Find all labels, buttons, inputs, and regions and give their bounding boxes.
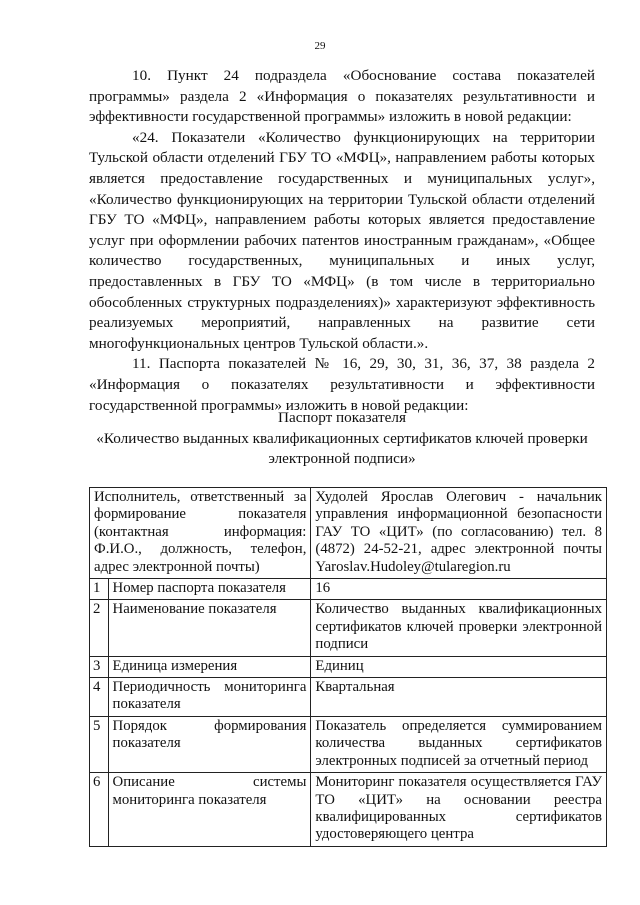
paragraph-point-24: «24. Показатели «Количество функционирующих на территории Тульской области отделений ГБУ ТО «МФЦ», направлением работы которых является предоставление государственных и муниципальных услуг», «Количество функционирующих на территории Тульской области отделений ГБУ ТО «МФЦ», направлением работы которых является предоставление услуг при оформлении рабочих патентов иностранным гражданам», «Общее количество государственных, муниципальных и иных услуг, предоставленных в ГБУ ТО «МФЦ» (в том числе в территориально обособленных структурных подразделениях)» характеризуют эффективность реализуемых мероприятий, направленных на развитие сети многофункциональных центров Тульской области.». bbox=[89, 128, 595, 352]
table-row bbox=[90, 678, 607, 717]
passport-title: Паспорт показателя bbox=[278, 409, 406, 426]
row-label: Порядок формирования показателя bbox=[108, 716, 311, 772]
row-value: Мониторинг показателя осуществляется ГАУ ТО «ЦИТ» на основании реестра квалифицированных сертификатов удостоверяющего центра bbox=[311, 773, 607, 847]
table-row bbox=[90, 716, 607, 772]
header-label-cell: Исполнитель, ответственный за формирование показателя (контактная информация: Ф.И.О., должность, телефон, адрес электронной почты) bbox=[90, 488, 311, 579]
row-value: Количество выданных квалификационных сертификатов ключей проверки электронной подписи bbox=[311, 600, 607, 656]
row-number: 2 bbox=[90, 600, 109, 656]
passport-heading bbox=[89, 408, 595, 470]
table-row bbox=[90, 773, 607, 847]
row-value: Показатель определяется суммированием количества выданных сертификатов электронных подписей за отчетный период bbox=[311, 716, 607, 772]
row-label: Периодичность мониторинга показателя bbox=[108, 678, 311, 717]
row-label: Наименование показателя bbox=[108, 600, 311, 656]
page-number: 29 bbox=[314, 40, 326, 52]
header-value-cell: Худолей Ярослав Олегович - начальник управления информационной безопасности ГАУ ТО «ЦИТ» (по согласованию) тел. 8 (4872) 24-52-21, адрес электронной почты Yaroslav.Hudoley@tularegion.ru bbox=[311, 488, 607, 579]
row-label: Номер паспорта показателя bbox=[108, 579, 311, 600]
row-label: Единица измерения bbox=[108, 656, 311, 677]
row-number: 1 bbox=[90, 579, 109, 600]
row-number: 3 bbox=[90, 656, 109, 677]
paragraph-item-10: 10. Пункт 24 подраздела «Обоснование состава показателей программы» раздела 2 «Информация о показателях результативности и эффективности государственной программы» изложить в новой редакции: bbox=[89, 67, 595, 126]
table-row bbox=[90, 600, 607, 656]
table-row bbox=[90, 656, 607, 677]
table-row bbox=[90, 579, 607, 600]
row-number: 4 bbox=[90, 678, 109, 717]
paragraph-item-11: 11. Паспорта показателей № 16, 29, 30, 31, 36, 37, 38 раздела 2 «Информация о показателях результативности и эффективности государственной программы» изложить в новой редакции: bbox=[89, 355, 595, 414]
passport-subtitle: «Количество выданных квалификационных сертификатов ключей проверки электронной подписи» bbox=[96, 429, 588, 468]
row-value: 16 bbox=[311, 579, 607, 600]
passport-table bbox=[89, 487, 607, 847]
row-value: Единиц bbox=[311, 656, 607, 677]
row-label: Описание системы мониторинга показателя bbox=[108, 773, 311, 847]
row-number: 6 bbox=[90, 773, 109, 847]
row-value: Квартальная bbox=[311, 678, 607, 717]
item-10-paragraph bbox=[89, 66, 595, 416]
table-row-header bbox=[90, 488, 607, 579]
row-number: 5 bbox=[90, 716, 109, 772]
